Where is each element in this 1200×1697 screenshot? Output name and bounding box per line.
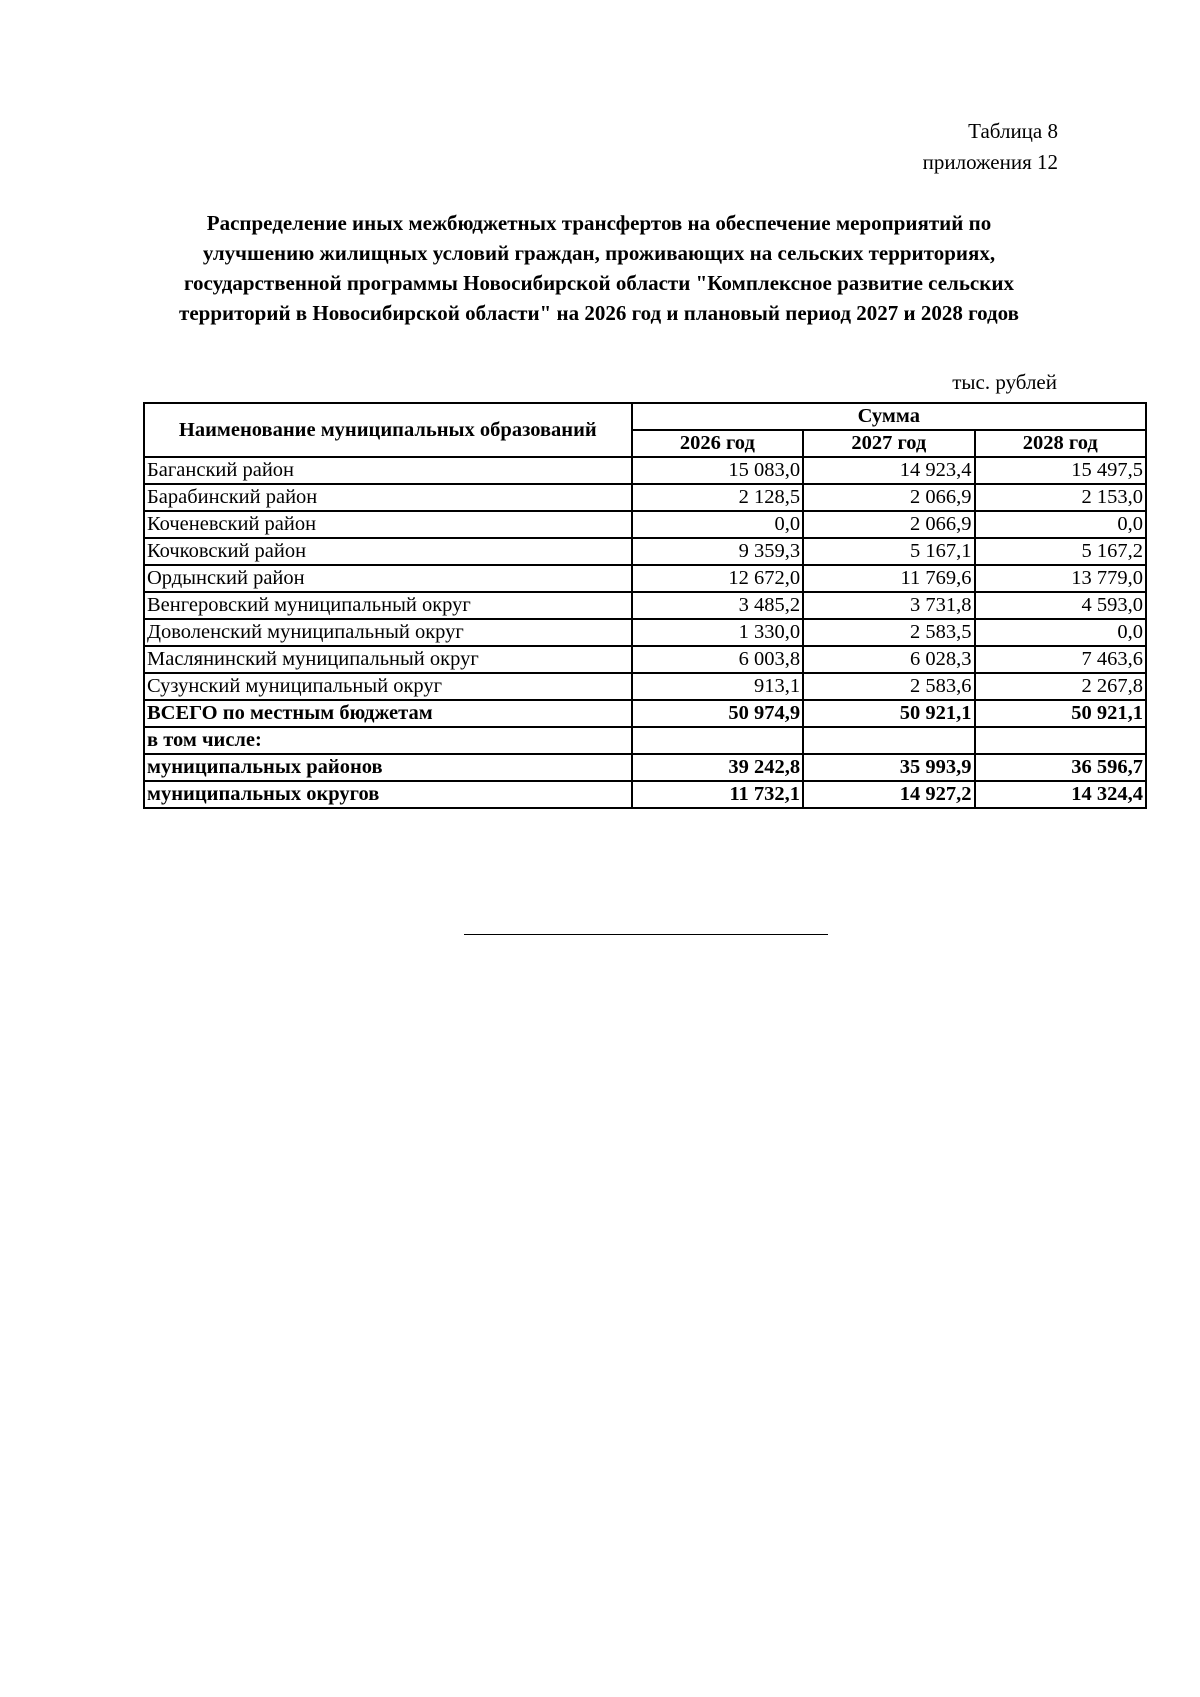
table-row <box>144 700 1146 727</box>
value-cell-2028: 4 593,0 <box>975 592 1146 619</box>
value-cell-2026: 39 242,8 <box>632 754 803 781</box>
table-row <box>144 673 1146 700</box>
table-row <box>144 592 1146 619</box>
value-cell-2028 <box>975 727 1146 754</box>
title-line: территорий в Новосибирской области" на 2026 год и плановый период 2027 и 2028 годов <box>179 301 1019 325</box>
value-cell-2027: 2 583,6 <box>803 673 974 700</box>
value-cell-2026: 0,0 <box>632 511 803 538</box>
value-cell-2028: 36 596,7 <box>975 754 1146 781</box>
title-line: Распределение иных межбюджетных трансфертов на обеспечение мероприятий по <box>206 211 992 235</box>
year-header-2027: 2027 год <box>803 430 974 457</box>
document-title <box>144 208 1054 328</box>
row-name-cell: Барабинский район <box>144 484 632 511</box>
table-row <box>144 619 1146 646</box>
row-name-cell: ВСЕГО по местным бюджетам <box>144 700 632 727</box>
value-cell-2026: 11 732,1 <box>632 781 803 808</box>
value-cell-2026: 9 359,3 <box>632 538 803 565</box>
value-cell-2026: 15 083,0 <box>632 457 803 484</box>
row-name-cell: Маслянинский муниципальный округ <box>144 646 632 673</box>
value-cell-2026: 3 485,2 <box>632 592 803 619</box>
value-cell-2028: 0,0 <box>975 511 1146 538</box>
value-cell-2027: 5 167,1 <box>803 538 974 565</box>
table-row <box>144 484 1146 511</box>
value-cell-2028: 15 497,5 <box>975 457 1146 484</box>
table-row <box>144 511 1146 538</box>
value-cell-2028: 7 463,6 <box>975 646 1146 673</box>
value-cell-2028: 0,0 <box>975 619 1146 646</box>
value-cell-2026 <box>632 727 803 754</box>
appendix-reference: приложения 12 <box>922 150 1058 174</box>
transfers-table <box>143 402 1147 809</box>
title-line: улучшению жилищных условий граждан, проживающих на сельских территориях, <box>202 241 996 265</box>
value-cell-2026: 1 330,0 <box>632 619 803 646</box>
end-divider-line <box>464 934 828 935</box>
table-row <box>144 646 1146 673</box>
row-name-cell: Венгеровский муниципальный округ <box>144 592 632 619</box>
table-row <box>144 538 1146 565</box>
value-cell-2026: 50 974,9 <box>632 700 803 727</box>
value-cell-2026: 6 003,8 <box>632 646 803 673</box>
table-row <box>144 781 1146 808</box>
year-header-2026: 2026 год <box>632 430 803 457</box>
value-cell-2027: 14 927,2 <box>803 781 974 808</box>
table-row <box>144 565 1146 592</box>
value-cell-2027: 2 583,5 <box>803 619 974 646</box>
table-row <box>144 754 1146 781</box>
table-body <box>144 457 1146 808</box>
name-column-header: Наименование муниципальных образований <box>144 403 632 457</box>
value-cell-2026: 2 128,5 <box>632 484 803 511</box>
row-name-cell: Доволенский муниципальный округ <box>144 619 632 646</box>
value-cell-2027: 14 923,4 <box>803 457 974 484</box>
table-row <box>144 457 1146 484</box>
table-row <box>144 727 1146 754</box>
value-cell-2028: 50 921,1 <box>975 700 1146 727</box>
value-cell-2027: 2 066,9 <box>803 511 974 538</box>
value-cell-2026: 12 672,0 <box>632 565 803 592</box>
row-name-cell: Коченевский район <box>144 511 632 538</box>
value-cell-2027: 6 028,3 <box>803 646 974 673</box>
value-cell-2026: 913,1 <box>632 673 803 700</box>
year-header-2028: 2028 год <box>975 430 1146 457</box>
units-label: тыс. рублей <box>952 370 1057 394</box>
value-cell-2028: 14 324,4 <box>975 781 1146 808</box>
value-cell-2028: 5 167,2 <box>975 538 1146 565</box>
value-cell-2028: 2 153,0 <box>975 484 1146 511</box>
row-name-cell: в том числе: <box>144 727 632 754</box>
value-cell-2027 <box>803 727 974 754</box>
row-name-cell: Баганский район <box>144 457 632 484</box>
table-number: Таблица 8 <box>968 119 1058 143</box>
row-name-cell: муниципальных районов <box>144 754 632 781</box>
table-reference <box>923 116 1058 178</box>
sum-column-header: Сумма <box>632 403 1146 430</box>
row-name-cell: Ордынский район <box>144 565 632 592</box>
title-line: государственной программы Новосибирской области "Комплексное развитие сельских <box>184 271 1014 295</box>
value-cell-2028: 2 267,8 <box>975 673 1146 700</box>
value-cell-2028: 13 779,0 <box>975 565 1146 592</box>
row-name-cell: муниципальных округов <box>144 781 632 808</box>
row-name-cell: Кочковский район <box>144 538 632 565</box>
value-cell-2027: 50 921,1 <box>803 700 974 727</box>
value-cell-2027: 11 769,6 <box>803 565 974 592</box>
row-name-cell: Сузунский муниципальный округ <box>144 673 632 700</box>
value-cell-2027: 2 066,9 <box>803 484 974 511</box>
value-cell-2027: 35 993,9 <box>803 754 974 781</box>
value-cell-2027: 3 731,8 <box>803 592 974 619</box>
